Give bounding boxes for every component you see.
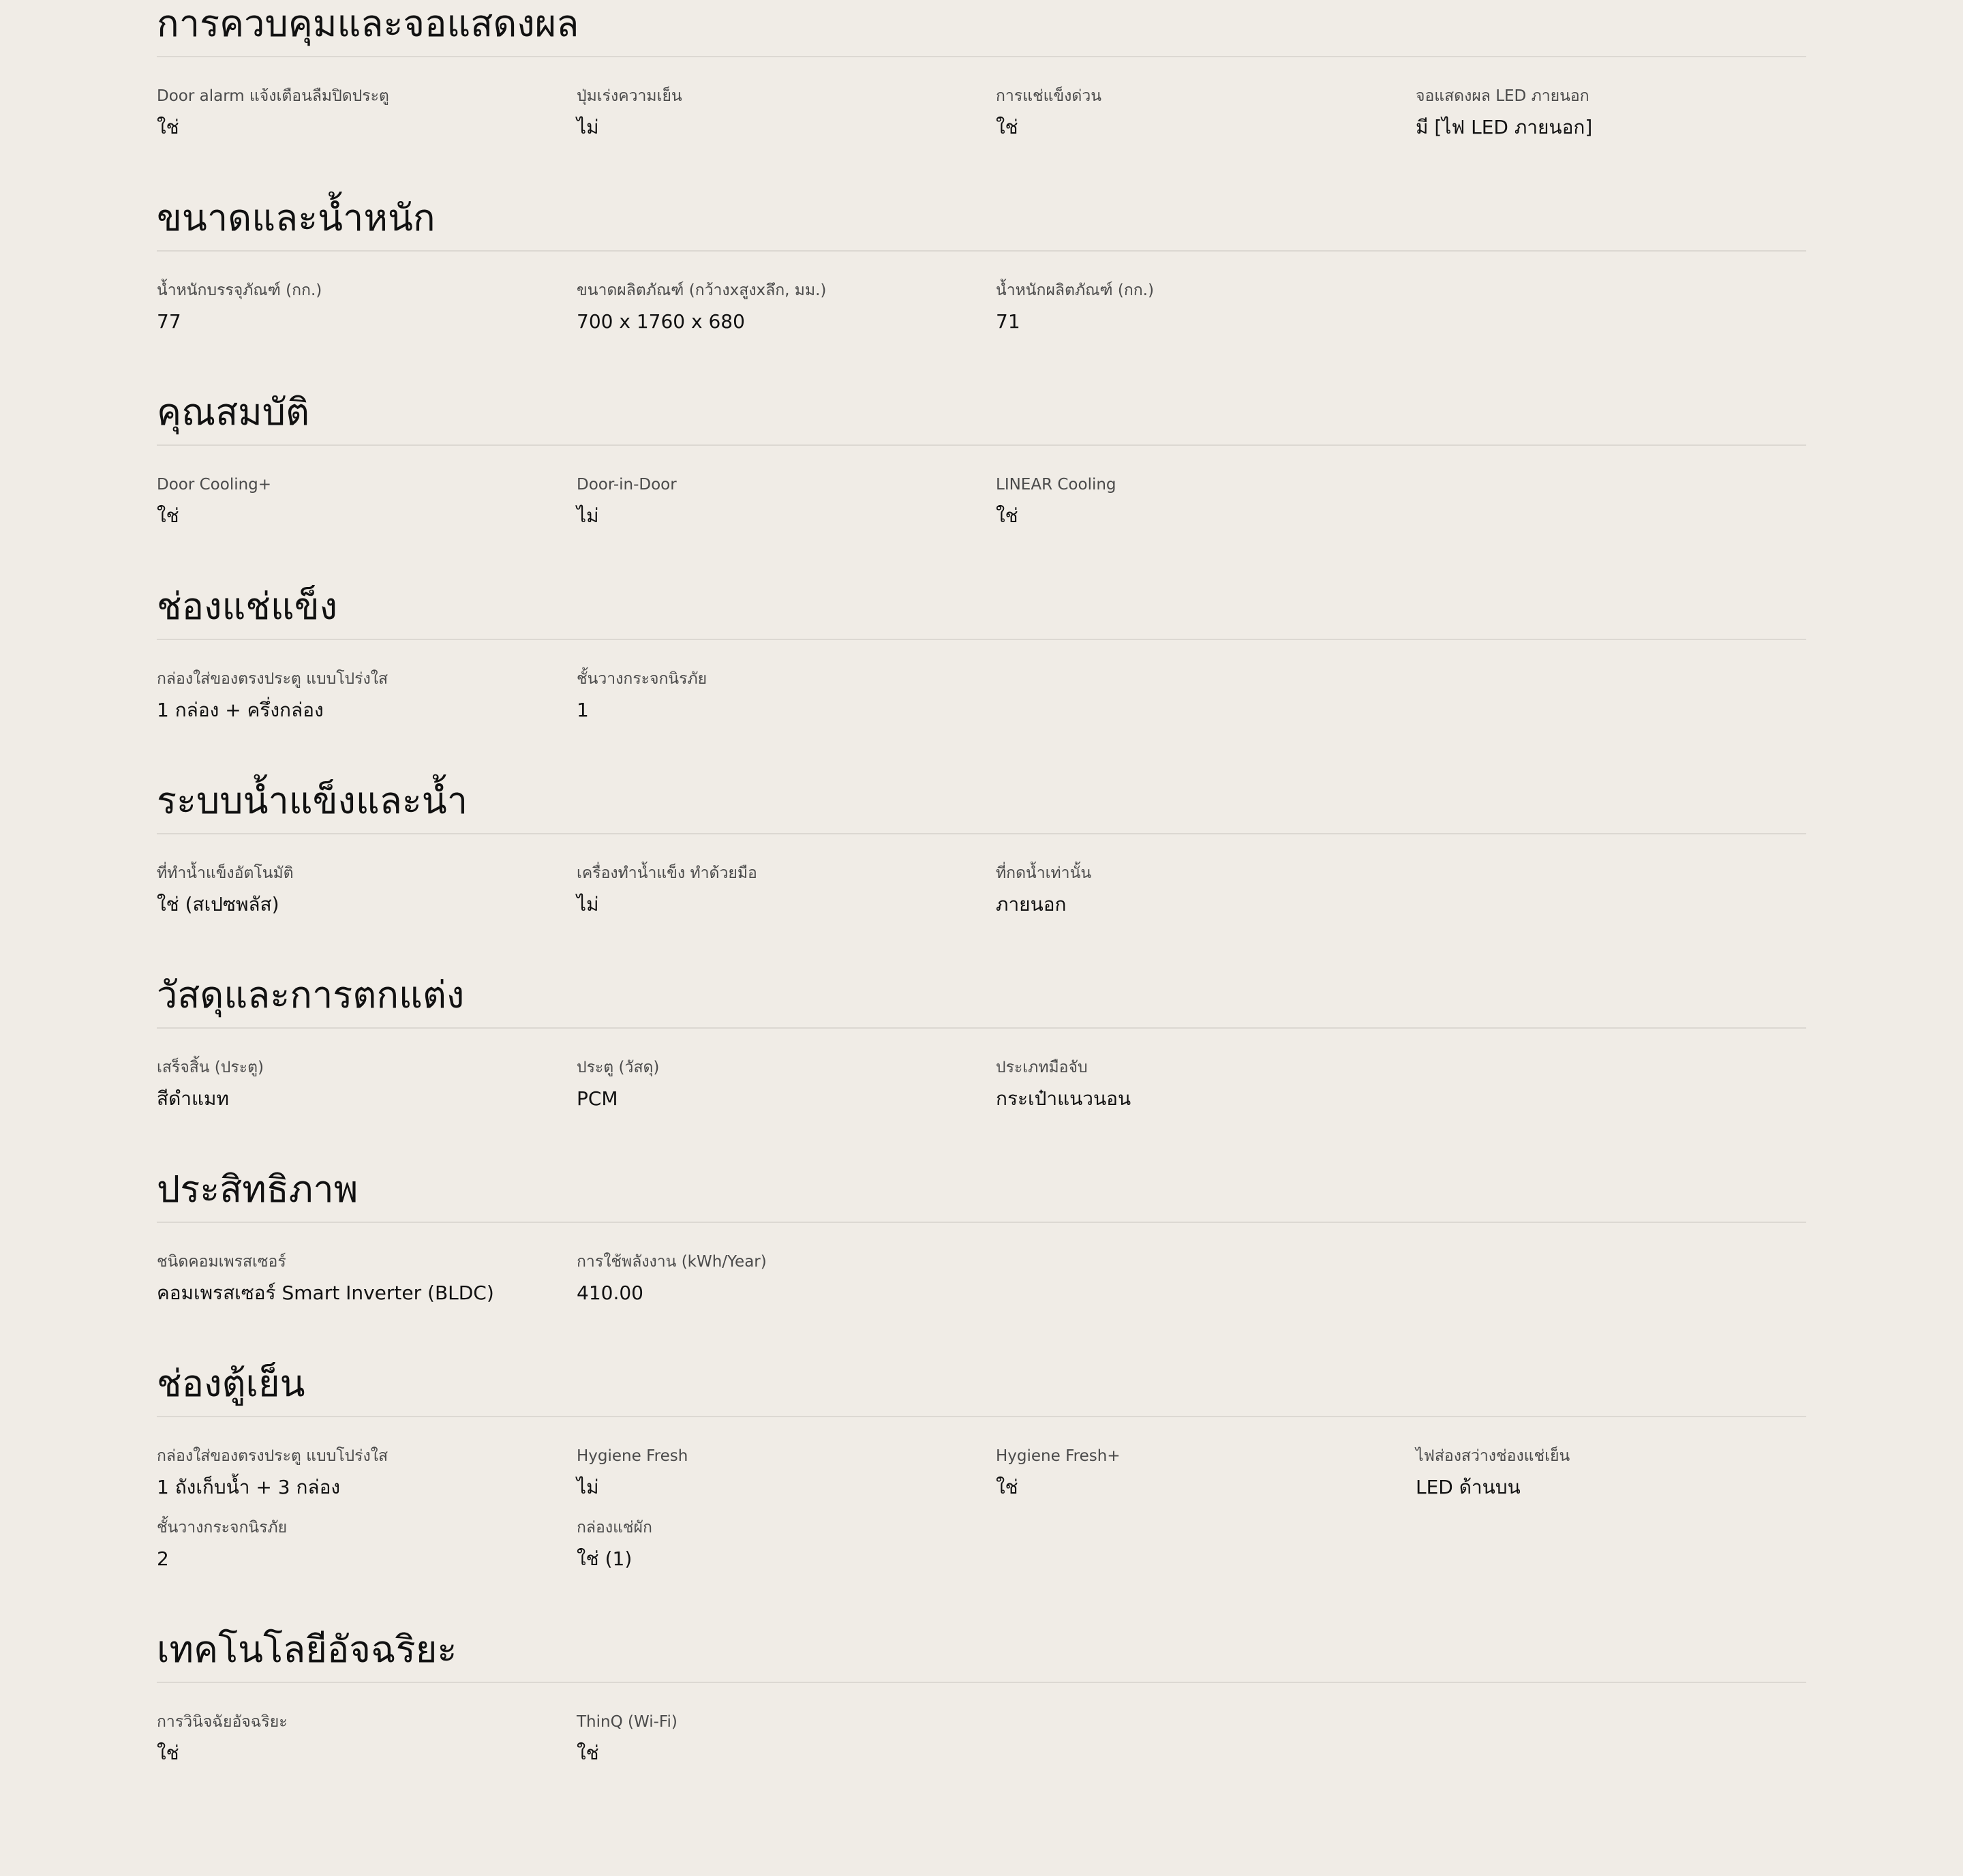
spec-item bbox=[1416, 1445, 1825, 1501]
spec-item bbox=[157, 1517, 566, 1573]
spec-value: ใช่ (1) bbox=[577, 1547, 633, 1570]
spec-item bbox=[157, 1251, 566, 1307]
section-divider bbox=[157, 250, 1806, 252]
spec-label: ปุ่มเร่งความเย็น bbox=[577, 87, 682, 105]
spec-label: กล่องใส่ของตรงประตู แบบโปร่งใส bbox=[157, 670, 389, 688]
spec-label: น้ำหนักบรรจุภัณฑ์ (กก.) bbox=[157, 282, 322, 299]
spec-value: กระเป๋าแนวนอน bbox=[996, 1087, 1131, 1110]
spec-label: กล่องแช่ผัก bbox=[577, 1519, 652, 1537]
spec-value: 2 bbox=[157, 1547, 169, 1570]
spec-value: มี [ไฟ LED ภายนอก] bbox=[1416, 116, 1593, 138]
spec-label: การวินิจฉัยอัจฉริยะ bbox=[157, 1713, 288, 1731]
spec-label: ThinQ (Wi-Fi) bbox=[577, 1713, 678, 1731]
spec-item bbox=[577, 474, 986, 530]
spec-item bbox=[157, 85, 566, 141]
spec-item bbox=[157, 668, 566, 724]
spec-item bbox=[577, 1251, 986, 1307]
spec-label: ที่กดน้ำเท่านั้น bbox=[996, 864, 1092, 882]
spec-value: คอมเพรสเซอร์ Smart Inverter (BLDC) bbox=[157, 1282, 494, 1304]
spec-label: ประตู (วัสดุ) bbox=[577, 1059, 660, 1076]
spec-item bbox=[577, 1057, 986, 1113]
spec-value: 700 x 1760 x 680 bbox=[577, 310, 745, 333]
spec-value: ใช่ bbox=[996, 504, 1018, 527]
spec-item bbox=[157, 1057, 566, 1113]
spec-item bbox=[577, 85, 986, 141]
section-divider bbox=[157, 1682, 1806, 1683]
spec-item bbox=[577, 668, 986, 724]
section-title: วัสดุและการตกแต่ง bbox=[157, 973, 465, 1016]
section-divider bbox=[157, 833, 1806, 834]
spec-value: 71 bbox=[996, 310, 1020, 333]
spec-value: ใช่ bbox=[157, 504, 179, 527]
spec-label: จอแสดงผล LED ภายนอก bbox=[1416, 87, 1589, 105]
spec-label: ที่ทำน้ำแข็งอัตโนมัติ bbox=[157, 864, 294, 882]
spec-item bbox=[577, 279, 986, 335]
spec-item bbox=[996, 1057, 1405, 1113]
spec-item bbox=[157, 1711, 566, 1767]
spec-section bbox=[157, 194, 1806, 333]
spec-value: 1 กล่อง + ครึ่งกล่อง bbox=[157, 699, 324, 721]
spec-value: ใช่ bbox=[157, 1742, 179, 1764]
spec-item bbox=[996, 85, 1405, 141]
spec-value: ใช่ (สเปซพลัส) bbox=[157, 893, 279, 916]
spec-item bbox=[996, 1445, 1405, 1501]
spec-section bbox=[157, 1626, 1806, 1764]
spec-section bbox=[157, 1360, 1806, 1570]
section-title: ขนาดและน้ำหนัก bbox=[157, 196, 436, 239]
spec-value: ไม่ bbox=[577, 1476, 599, 1498]
spec-item bbox=[577, 1517, 986, 1573]
spec-label: ขนาดผลิตภัณฑ์ (กว้างxสูงxลึก, มม.) bbox=[577, 282, 827, 299]
section-title: ช่องตู้เย็น bbox=[157, 1362, 305, 1405]
spec-value: 1 bbox=[577, 699, 589, 721]
spec-value: PCM bbox=[577, 1087, 618, 1110]
section-title: คุณสมบัติ bbox=[157, 391, 310, 434]
spec-label: Door Cooling+ bbox=[157, 476, 272, 494]
spec-value: LED ด้านบน bbox=[1416, 1476, 1521, 1498]
spec-item bbox=[157, 474, 566, 530]
spec-item bbox=[157, 1445, 566, 1501]
spec-value: ใช่ bbox=[577, 1742, 599, 1764]
spec-label: Door-in-Door bbox=[577, 476, 677, 494]
spec-item bbox=[577, 862, 986, 918]
spec-label: เครื่องทำน้ำแข็ง ทำด้วยมือ bbox=[577, 864, 757, 882]
section-title: ช่องแช่แข็ง bbox=[157, 585, 337, 628]
spec-value: ใช่ bbox=[996, 1476, 1018, 1498]
spec-item bbox=[577, 1445, 986, 1501]
section-divider bbox=[157, 1222, 1806, 1223]
spec-value: 1 ถังเก็บน้ำ + 3 กล่อง bbox=[157, 1476, 341, 1498]
spec-label: Hygiene Fresh bbox=[577, 1447, 688, 1465]
spec-value: สีดำแมท bbox=[157, 1087, 229, 1110]
spec-section bbox=[157, 0, 1806, 138]
spec-value: ไม่ bbox=[577, 893, 599, 916]
spec-value: 410.00 bbox=[577, 1282, 643, 1304]
spec-value: ไม่ bbox=[577, 504, 599, 527]
spec-label: ชนิดคอมเพรสเซอร์ bbox=[157, 1253, 286, 1271]
spec-value: ไม่ bbox=[577, 116, 599, 138]
spec-label: LINEAR Cooling bbox=[996, 476, 1116, 494]
spec-value: 77 bbox=[157, 310, 181, 333]
spec-label: การแช่แข็งด่วน bbox=[996, 87, 1101, 105]
section-title: ระบบน้ำแข็งและน้ำ bbox=[157, 779, 468, 822]
spec-item bbox=[1416, 85, 1825, 141]
spec-label: การใช้พลังงาน (kWh/Year) bbox=[577, 1253, 767, 1271]
spec-item bbox=[996, 474, 1405, 530]
spec-label: ประเภทมือจับ bbox=[996, 1059, 1088, 1076]
spec-value: ภายนอก bbox=[996, 893, 1067, 916]
spec-item bbox=[996, 279, 1405, 335]
spec-section bbox=[157, 583, 1806, 721]
spec-item bbox=[157, 279, 566, 335]
spec-section bbox=[157, 971, 1806, 1110]
spec-label: กล่องใส่ของตรงประตู แบบโปร่งใส bbox=[157, 1447, 389, 1465]
section-divider bbox=[157, 1027, 1806, 1029]
section-divider bbox=[157, 1416, 1806, 1417]
spec-item bbox=[157, 862, 566, 918]
spec-value: ใช่ bbox=[157, 116, 179, 138]
spec-label: น้ำหนักผลิตภัณฑ์ (กก.) bbox=[996, 282, 1154, 299]
spec-item bbox=[577, 1711, 986, 1767]
spec-section bbox=[157, 777, 1806, 916]
section-title: ประสิทธิภาพ bbox=[157, 1168, 359, 1211]
section-title: การควบคุมและจอแสดงผล bbox=[157, 2, 579, 45]
section-title: เทคโนโลยีอัจฉริยะ bbox=[157, 1628, 457, 1671]
spec-section bbox=[157, 1166, 1806, 1304]
section-divider bbox=[157, 444, 1806, 446]
spec-item bbox=[996, 862, 1405, 918]
spec-label: ไฟส่องสว่างช่องแช่เย็น bbox=[1416, 1447, 1570, 1465]
spec-section bbox=[157, 389, 1806, 527]
spec-value: ใช่ bbox=[996, 116, 1018, 138]
spec-label: Hygiene Fresh+ bbox=[996, 1447, 1121, 1465]
spec-label: ชั้นวางกระจกนิรภัย bbox=[577, 670, 707, 688]
section-divider bbox=[157, 56, 1806, 57]
spec-label: เสร็จสิ้น (ประตู) bbox=[157, 1059, 264, 1076]
spec-label: ชั้นวางกระจกนิรภัย bbox=[157, 1519, 288, 1537]
spec-label: Door alarm แจ้งเตือนลืมปิดประตู bbox=[157, 87, 389, 105]
section-divider bbox=[157, 639, 1806, 640]
